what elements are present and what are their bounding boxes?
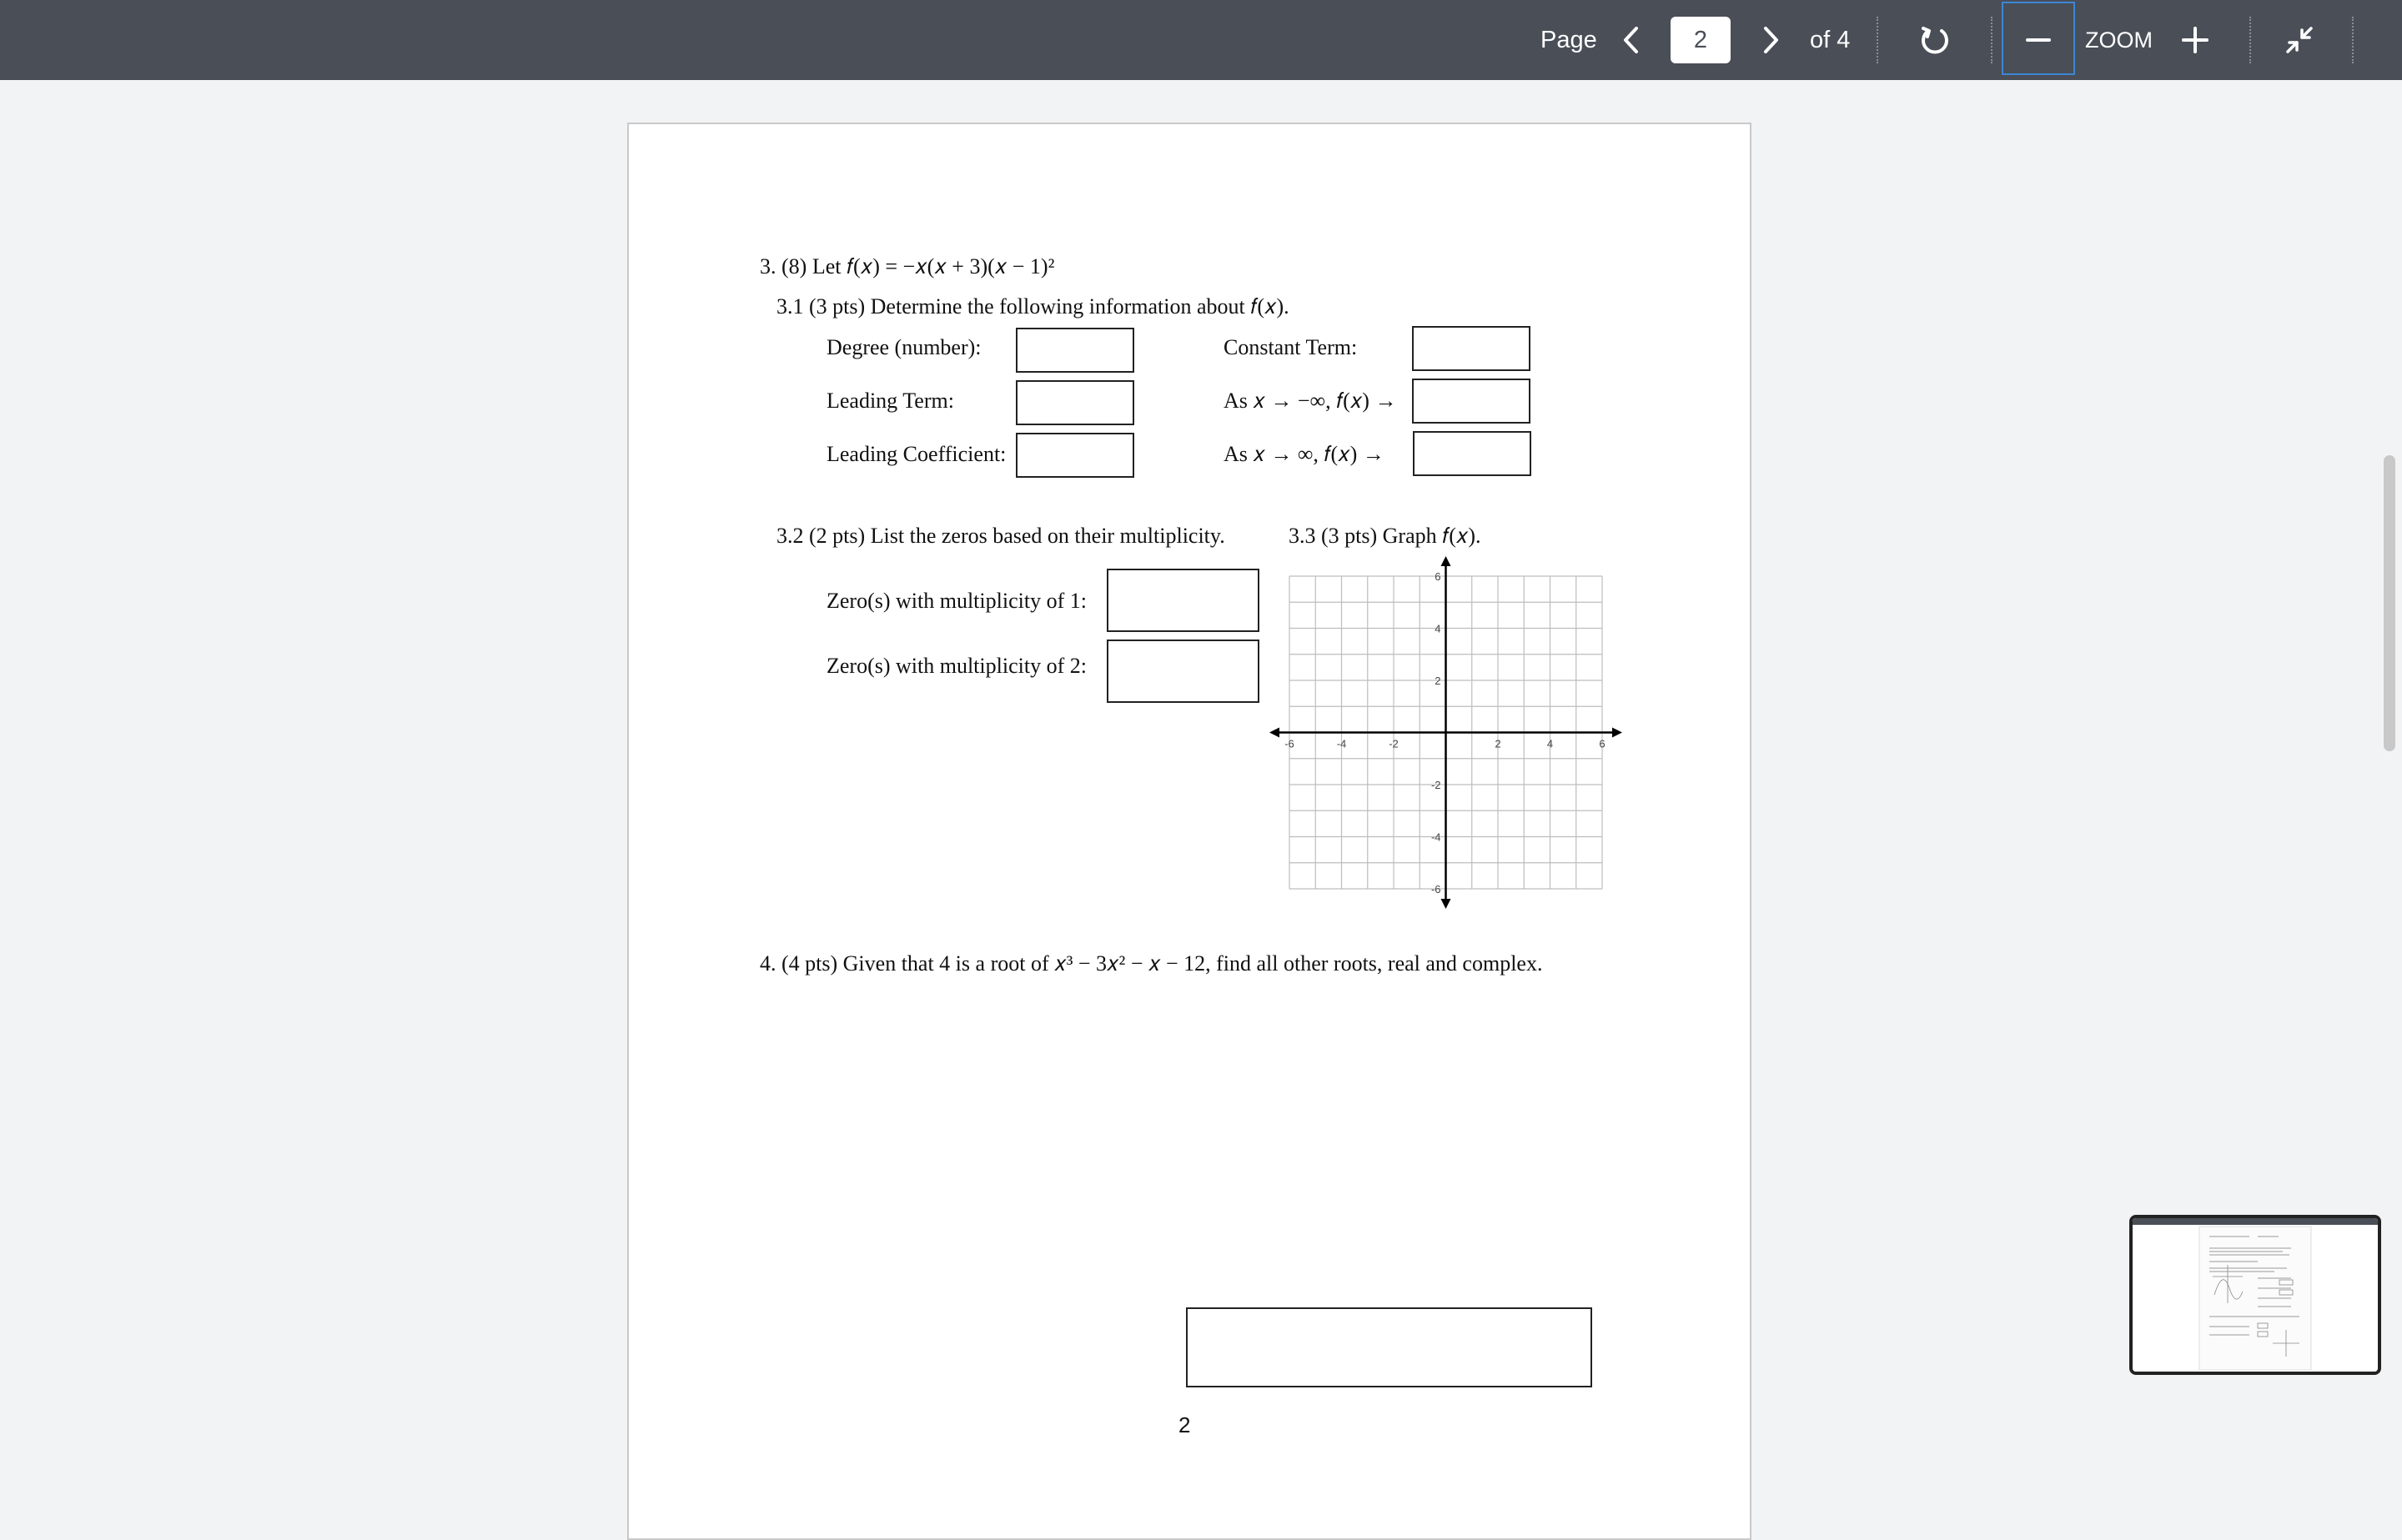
zoom-in-button[interactable]	[2175, 0, 2215, 80]
multiplicity-1-label: Zero(s) with multiplicity of 1:	[827, 589, 1087, 613]
multiplicity-2-label: Zero(s) with multiplicity of 2:	[827, 654, 1087, 678]
y-axis-arrow-down	[1441, 899, 1451, 909]
question-3-3-title: 3.3 (3 pts) Graph 𝑓(𝑥).	[1289, 524, 1481, 548]
minus-icon	[2026, 28, 2051, 53]
multiplicity-1-answer-box[interactable]	[1107, 569, 1259, 632]
next-page-button[interactable]	[1749, 0, 1792, 80]
zoom-label: ZOOM	[2085, 28, 2153, 53]
y-tick-label: 6	[1435, 570, 1441, 583]
page-number-input[interactable]: 2	[1671, 17, 1731, 63]
toolbar-divider	[1877, 17, 1878, 63]
y-tick-label: 2	[1435, 675, 1441, 687]
constant-term-label: Constant Term:	[1224, 335, 1358, 359]
y-tick-label: -2	[1430, 779, 1441, 791]
rotate-button[interactable]	[1914, 0, 1956, 80]
degree-answer-box[interactable]	[1016, 328, 1134, 373]
thumbnail-image	[2133, 1218, 2378, 1372]
x-axis-arrow-right	[1612, 728, 1622, 738]
coordinate-grid[interactable]	[1268, 554, 1622, 909]
page-thumbnail-preview[interactable]	[2129, 1215, 2381, 1375]
rotate-icon	[1918, 23, 1952, 57]
plus-icon	[2182, 27, 2209, 53]
toolbar-divider	[1991, 17, 1992, 63]
vertical-scrollbar[interactable]	[2384, 455, 2395, 751]
leading-coefficient-answer-box[interactable]	[1016, 433, 1134, 478]
page-label: Page	[1540, 27, 1597, 53]
y-tick-label: -6	[1430, 883, 1441, 895]
degree-label: Degree (number):	[827, 335, 982, 359]
x-tick-label: 6	[1599, 737, 1606, 750]
x-tick-label: 2	[1495, 737, 1501, 750]
x-tick-label: -4	[1336, 737, 1347, 750]
question-3-title: 3. (8) Let 𝑓(𝑥) = −𝑥(𝑥 + 3)(𝑥 − 1)²	[760, 254, 1055, 278]
multiplicity-2-answer-box[interactable]	[1107, 640, 1259, 703]
end-behavior-neg-answer-box[interactable]	[1412, 379, 1530, 424]
y-tick-label: 4	[1435, 622, 1441, 635]
leading-term-label: Leading Term:	[827, 389, 954, 413]
chevron-right-icon	[1759, 25, 1782, 55]
leading-term-answer-box[interactable]	[1016, 380, 1134, 425]
y-tick-label: -4	[1430, 830, 1441, 844]
leading-coefficient-label: Leading Coefficient:	[827, 442, 1007, 466]
question-4-answer-box[interactable]	[1186, 1307, 1592, 1387]
collapse-icon	[2284, 25, 2314, 55]
previous-page-button[interactable]	[1610, 0, 1653, 80]
x-tick-label: -6	[1284, 737, 1294, 750]
end-behavior-pos-answer-box[interactable]	[1413, 431, 1531, 476]
y-axis-arrow-up	[1441, 556, 1451, 566]
question-3-2-title: 3.2 (2 pts) List the zeros based on their multiplicity.	[776, 524, 1225, 548]
page-count: of 4	[1810, 27, 1851, 53]
question-4-title: 4. (4 pts) Given that 4 is a root of 𝑥³ − 3𝑥² − 𝑥 − 12, find all other roots, real and complex.	[760, 951, 1543, 976]
zoom-out-icon-wrap[interactable]	[2018, 0, 2058, 80]
page-number: 2	[1178, 1412, 1191, 1437]
end-behavior-pos-label: As 𝑥 → ∞, 𝑓(𝑥) →	[1224, 442, 1384, 466]
constant-term-answer-box[interactable]	[1412, 326, 1530, 371]
x-tick-label: -2	[1389, 737, 1399, 750]
pdf-toolbar	[0, 0, 2402, 80]
chevron-left-icon	[1620, 25, 1643, 55]
collapse-button[interactable]	[2279, 0, 2319, 80]
question-3-1-title: 3.1 (3 pts) Determine the following information about 𝑓(𝑥).	[776, 294, 1289, 319]
end-behavior-neg-label: As 𝑥 → −∞, 𝑓(𝑥) →	[1224, 389, 1397, 413]
toolbar-divider	[2249, 17, 2251, 63]
toolbar-divider	[2352, 17, 2354, 63]
x-tick-label: 4	[1546, 737, 1554, 750]
x-axis-arrow-left	[1269, 728, 1279, 738]
